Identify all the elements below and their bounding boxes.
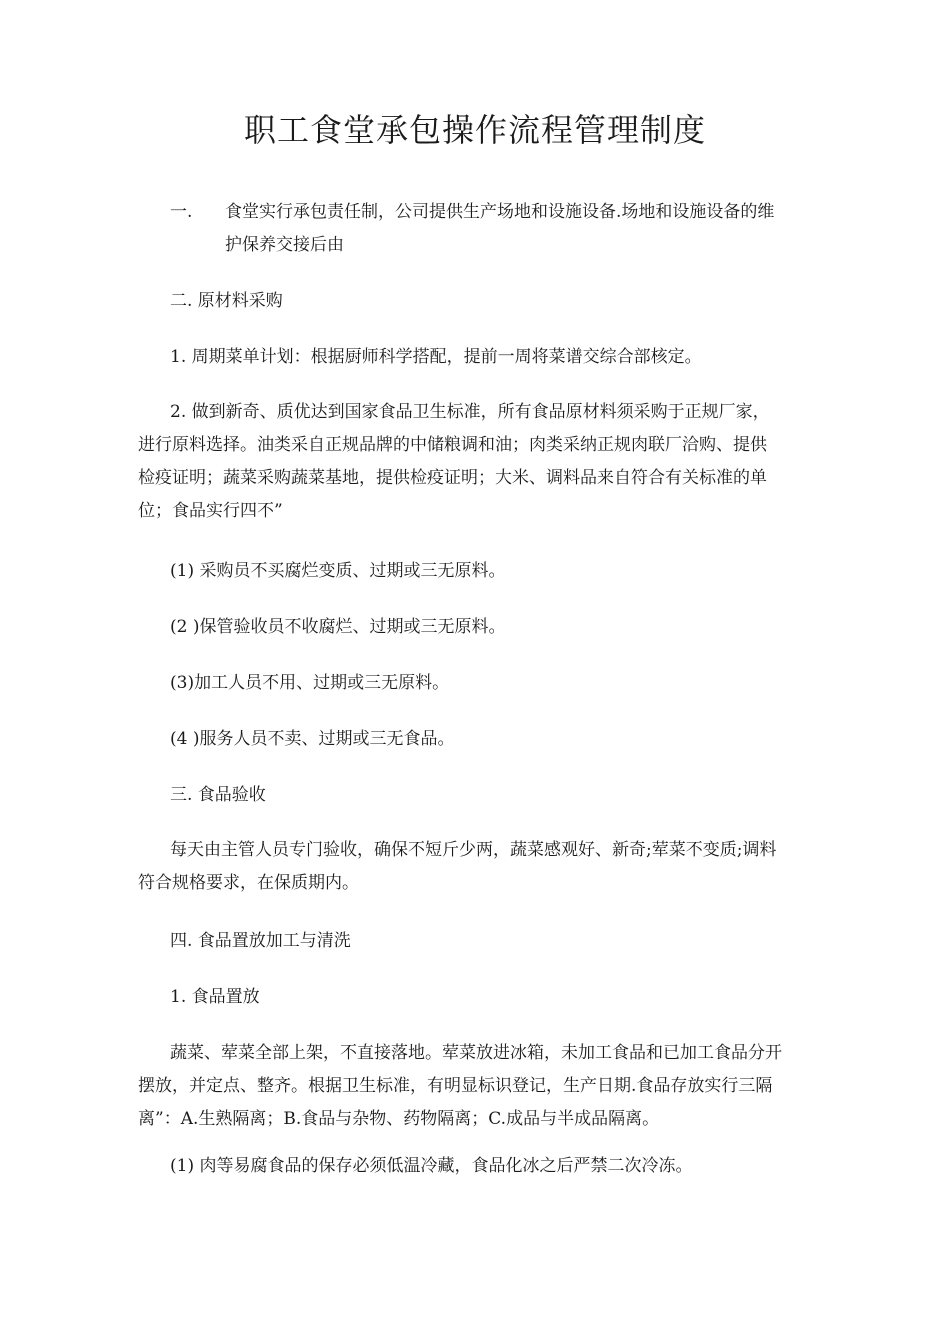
section-2-item-2 xyxy=(138,396,824,528)
section-4-sub-1: (1) 肉等易腐食品的保存必须低温冷藏，食品化冰之后严禁二次冷冻。 xyxy=(170,1156,693,1176)
section-2-sub-3: (3)加工人员不用、过期或三无原料。 xyxy=(170,673,450,693)
paragraph-line: 2. 做到新奇、质优达到国家食品卫生标准，所有食品原材料须采购于正规厂家， xyxy=(170,402,770,422)
section-4-heading: 四. 食品置放加工与清洗 xyxy=(170,931,351,951)
section-1-line-1: 食堂实行承包责任制，公司提供生产场地和设施设备.场地和设施设备的维 xyxy=(225,202,775,222)
section-2-sub-2: (2 )保管验收员不收腐烂、过期或三无原料。 xyxy=(170,617,506,637)
document-title: 职工食堂承包操作流程管理制度 xyxy=(243,111,706,149)
section-2-sub-1: (1) 采购员不买腐烂变质、过期或三无原料。 xyxy=(170,561,506,581)
section-2-heading: 二. 原材料采购 xyxy=(170,291,283,311)
section-3-paragraph xyxy=(138,834,824,900)
section-3-heading: 三. 食品验收 xyxy=(170,785,266,805)
section-2-item-1: 1. 周期菜单计划：根据厨师科学搭配，提前一周将菜谱交综合部核定。 xyxy=(170,347,702,367)
section-4-paragraph xyxy=(138,1037,824,1136)
section-2-sub-4: (4 )服务人员不卖、过期或三无食品。 xyxy=(170,729,455,749)
paragraph-line: 每天由主管人员专门验收，确保不短斤少两，蔬菜感观好、新奇;荤菜不变质;调料 xyxy=(170,840,777,860)
paragraph-line: 符合规格要求，在保质期内。 xyxy=(138,873,359,893)
paragraph-line: 离”：A.生熟隔离；B.食品与杂物、药物隔离；C.成品与半成品隔离。 xyxy=(138,1109,660,1129)
paragraph-line: 蔬菜、荤菜全部上架，不直接落地。荤菜放进冰箱，未加工食品和已加工食品分开 xyxy=(170,1043,782,1063)
paragraph-line: 摆放，并定点、整齐。根据卫生标准，有明显标识登记，生产日期.食品存放实行三隔 xyxy=(138,1076,773,1096)
section-4-item-1: 1. 食品置放 xyxy=(170,987,260,1007)
paragraph-line: 位；食品实行四不” xyxy=(138,501,283,521)
paragraph-line: 进行原料选择。油类采自正规品牌的中储粮调和油；肉类采纳正规肉联厂洽购、提供 xyxy=(138,435,767,455)
paragraph-line: 检疫证明；蔬菜采购蔬菜基地，提供检疫证明；大米、调料品来自符合有关标准的单 xyxy=(138,468,767,488)
section-1-number: 一. xyxy=(170,202,193,222)
section-1-line-2: 护保养交接后由 xyxy=(225,235,344,255)
